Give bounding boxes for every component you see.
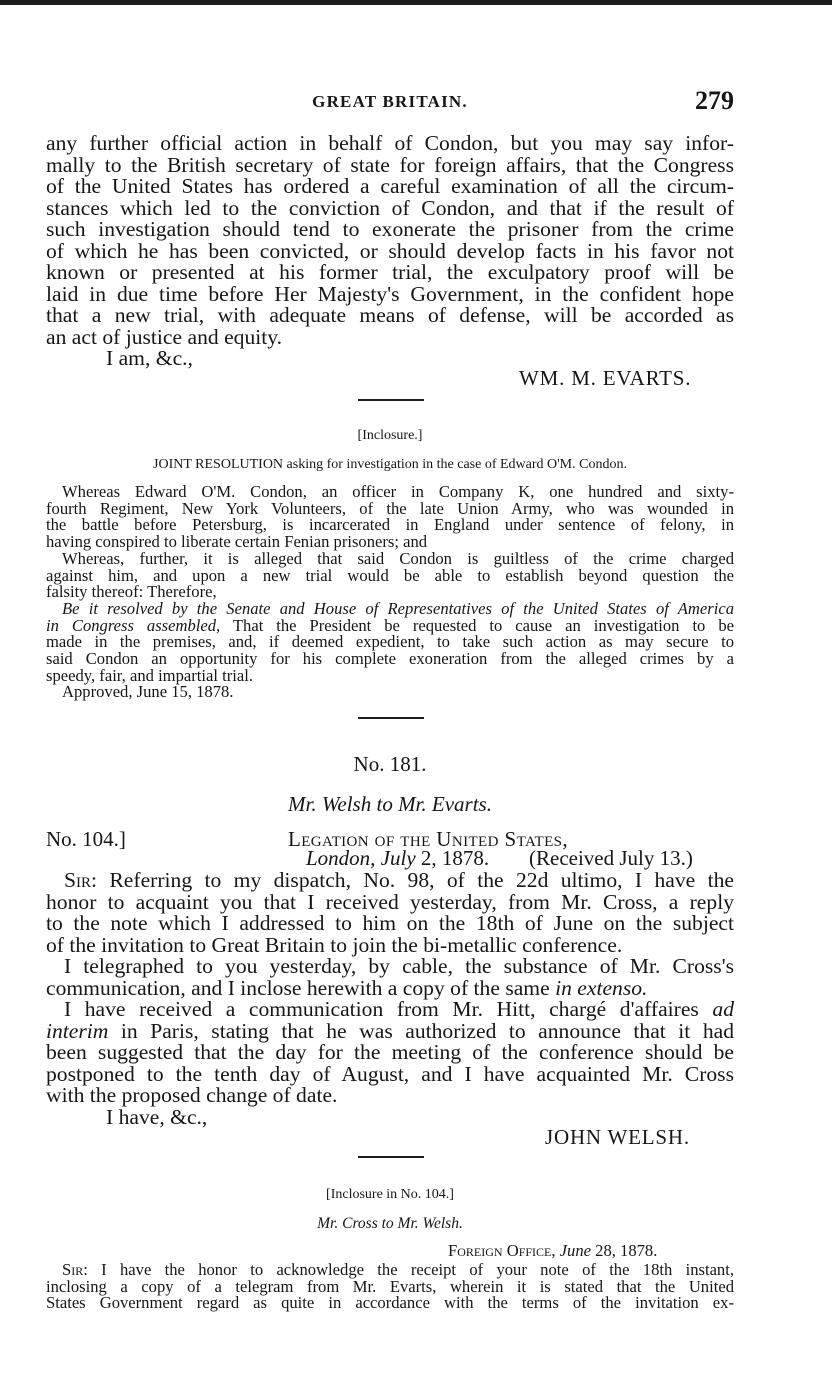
text-line: I telegraphed to you yesterday, by cable, the substance of Mr. Cross's (64, 954, 734, 978)
document-number: No. 181. (353, 752, 427, 776)
text-italic: in extenso. (555, 975, 648, 1000)
text-line: Whereas Edward O'M. Condon, an officer in Company K, one hundred and sixty- (62, 482, 734, 501)
text-run: : I have the honor to acknowledge the receipt of your note of the 18th instant, (83, 1260, 734, 1279)
salutation: Sir (64, 868, 92, 892)
text-line: States Government regard as quite in accordance with the terms of the invitation ex- (46, 1293, 734, 1313)
place-date-rest: 2, 1878. (415, 846, 490, 870)
text-line (46, 975, 734, 1000)
office-date (448, 1241, 657, 1261)
page-top-border (0, 0, 832, 5)
inclosure-label: [Inclosure in No. 104.] (326, 1187, 454, 1202)
section-rule (358, 399, 424, 401)
inclosure-title (46, 1215, 734, 1233)
text-line: mally to the British secretary of state for foreign affairs, that the Congress (46, 152, 734, 177)
text-line: Whereas, further, it is alleged that said Condon is guiltless of the crime charged (62, 548, 734, 568)
text-line: that a new trial, with adequate means of defense, will be accorded as (46, 303, 734, 327)
text-line: of the United States has ordered a careful examination of all the circum- (46, 174, 734, 198)
text-line: an act of justice and equity. (46, 324, 283, 349)
text-line: speedy, fair, and impartial trial. (46, 665, 253, 685)
letter1-body (46, 133, 734, 370)
text-line: such investigation should tend to exonerate the prisoner from the crime (46, 217, 734, 241)
text-line: laid in due time before Her Majesty's Government, in the confident hope (46, 281, 734, 306)
text-italic: interim (46, 1018, 109, 1043)
text-run: : Referring to my dispatch, No. 98, of the 22d ultimo, I have the (91, 868, 734, 892)
text-italic: ad (712, 997, 734, 1021)
text-line: honor to acquaint you that I received yesterday, from Mr. Cross, a reply (46, 889, 734, 914)
text-line: the battle before Petersburg, is incarcerated in England under sentence of felony, in (46, 515, 734, 535)
text-line: known or presented at his former trial, the exculpatory proof will be (46, 260, 734, 284)
text-line: falsity thereof: Therefore, (46, 582, 217, 602)
closing: I have, &c., (106, 1104, 208, 1129)
section-rule (358, 1156, 424, 1158)
text-run: in Paris, stating that he was authorized to announce that it had (108, 1018, 734, 1043)
joint-resolution-rest: asking for investigation in the case of Edward O'M. Condon. (283, 457, 627, 472)
text-line (46, 999, 734, 1021)
letter2-body (46, 870, 734, 1128)
legation-heading: Legation of the United States, (288, 827, 569, 851)
resolved-italic: in Congress assembled, (46, 615, 221, 635)
place-date-italic: London, July (306, 846, 416, 870)
text-line: postponed to the tenth day of August, and I have acquainted Mr. Cross (46, 1061, 734, 1086)
text-line (46, 1018, 734, 1043)
joint-resolution-caps: JOINT RESOLUTION (153, 457, 284, 472)
inclosure-label: [Inclosure.] (357, 428, 423, 443)
text-line: having conspired to liberate certain Fenian prisoners; and (46, 532, 428, 552)
text-line: said Condon an opportunity for his complete exoneration from the alleged crimes by a (46, 649, 734, 669)
inclosure1-body (46, 484, 734, 701)
date-italic: June (559, 1241, 591, 1260)
signature-welsh: JOHN WELSH. (545, 1125, 690, 1149)
dispatch-number: No. 104.] (46, 827, 126, 851)
page-header (46, 86, 734, 126)
text-run: communication, and I inclose herewith a copy of the same (46, 975, 556, 1000)
text-line: made in the premises, and, if deemed expedient, to take such action as may secure to (46, 632, 734, 652)
inclosure2-body (46, 1262, 734, 1312)
date-rest: 28, 1878. (591, 1241, 658, 1260)
closing: I am, &c., (106, 346, 193, 370)
document-title (46, 792, 734, 817)
resolved-rest: That the President be requested to cause an investigation to be (220, 615, 734, 635)
approved-date: Approved, June 15, 1878. (62, 682, 234, 702)
text-line: been suggested that the day for the meeting of the conference should be (46, 1040, 734, 1064)
text-line: against him, and upon a new trial would be able to establish beyond question the (46, 565, 734, 585)
received-date: (Received July 13.) (529, 846, 693, 870)
running-title: GREAT BRITAIN. (312, 92, 468, 111)
text-line: of which he has been convicted, or should develop facts in his favor not (46, 238, 734, 263)
signature-evarts: WM. M. EVARTS. (519, 366, 692, 390)
text-line: inclosing a copy of a telegram from Mr. Evarts, wherein it is stated that the United (46, 1276, 734, 1296)
document-title-text: Mr. Welsh to Mr. Evarts. (288, 792, 492, 816)
text-line: any further official action in behalf of Condon, but you may say infor- (46, 131, 734, 155)
resolved-italic: Be it resolved by the Senate and House of Representatives of the United States of America (62, 598, 734, 618)
text-line: with the proposed change of date. (46, 1083, 338, 1107)
text-line (46, 870, 734, 892)
text-line: of the invitation to Great Britain to join the bi-metallic conference. (46, 932, 623, 957)
text-line: to the note which I addressed to him on the 18th of June on the subject (46, 911, 734, 935)
joint-resolution-title (46, 457, 734, 473)
page-number: 279 (695, 86, 734, 115)
office-name: Foreign Office, (448, 1241, 556, 1260)
text-line: fourth Regiment, New York Volunteers, of the late Union Army, who was wounded in (46, 498, 734, 518)
section-rule (358, 717, 424, 719)
salutation: Sir (62, 1260, 84, 1279)
text-line: stances which led to the conviction of Condon, and that if the result of (46, 195, 734, 220)
text-run: I have received a communication from Mr. Hitt, chargé d'affaires (64, 997, 713, 1021)
inclosure-title-text: Mr. Cross to Mr. Welsh. (317, 1215, 463, 1232)
